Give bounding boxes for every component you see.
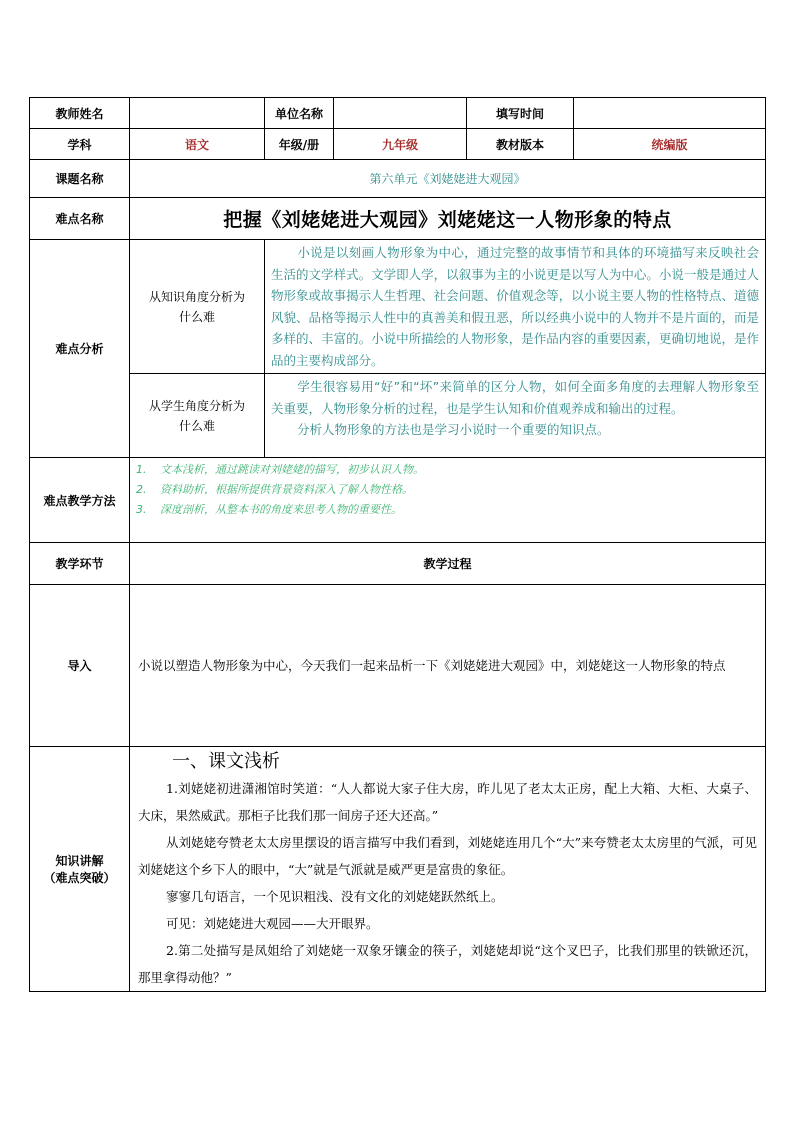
intro-row — [30, 585, 766, 747]
knowledge-row — [30, 747, 766, 992]
method-text: 深度剖析，从整本书的角度来思考人物的重要性。 — [160, 503, 402, 516]
section-title: 一、课文浅析 — [172, 751, 280, 772]
student-analysis-text-2: 分析人物形象的方法也是学习小说时一个重要的知识点。 — [297, 422, 610, 437]
method-text: 资料助析，根据所提供背景资料深入了解人物性格。 — [160, 483, 413, 496]
method-number: 3. — [136, 503, 147, 516]
unit-name-value — [334, 98, 467, 129]
knowledge-paragraph-2: 从刘姥姥夸赞老太太房里摆设的语言描写中我们看到，刘姥姥连用几个“大”来夸赞老太太房里的气派，可见刘姥姥这个乡下人的眼中，“大”就是气派就是威严更是富贵的象征。 — [138, 835, 757, 877]
process-label: 教学过程 — [130, 543, 766, 585]
topic-label: 课题名称 — [30, 160, 130, 198]
student-angle-label — [130, 374, 265, 458]
method-item — [136, 460, 759, 480]
analysis-student-row — [30, 374, 766, 458]
knowledge-analysis-text: 小说是以刻画人物形象为中心，通过完整的故事情节和具体的环境描写来反映社会生活的文学样式。文学即人学，以叙事为主的小说更是以写人为中心。小说一般是通过人物形象或故事揭示人生哲理、社会问题、价值观念等，以小说主要人物的性格特点、道德风貌、品格等揭示人性中的真善美和假丑恶，所以经典小说中的人物并不是片面的，而是多样的、丰富的。小说中所描绘的人物形象，是作品内容的重要因素，更确切地说，是作品的主要构成部分。 — [271, 245, 759, 368]
knowledge-label-line2: （难点突破） — [43, 871, 116, 885]
methods-list — [130, 458, 765, 522]
teacher-name-value — [130, 98, 265, 129]
knowledge-label-line1: 知识讲解 — [55, 854, 104, 868]
knowledge-label — [30, 747, 130, 992]
topic-value: 第六单元《刘姥姥进大观园》 — [130, 160, 766, 198]
intro-label: 导入 — [30, 585, 130, 747]
knowledge-angle-label — [130, 240, 265, 374]
knowledge-paragraph-5: 2.第二处描写是凤姐给了刘姥姥一双象牙镶金的筷子，刘姥姥却说“这个叉巴子，比我们那里的铁锨还沉，那里拿得动他？” — [138, 943, 757, 985]
subject-label: 学科 — [30, 129, 130, 160]
analysis-knowledge-row — [30, 240, 766, 374]
student-analysis-paragraph-1 — [265, 374, 765, 419]
methods-cell — [130, 458, 766, 543]
knowledge-paragraph-1: 1.刘姥姥初进潇湘馆时笑道：“人人都说大家子住大房，昨儿见了老太太正房，配上大箱、大柜、大桌子、大床，果然威武。那柜子比我们那一间房子还大还高。” — [138, 781, 757, 823]
method-item — [136, 500, 759, 520]
teacher-name-label: 教师姓名 — [30, 98, 130, 129]
method-item — [136, 480, 759, 500]
info-row-2 — [30, 129, 766, 160]
lesson-plan-table — [29, 97, 766, 992]
fill-time-label: 填写时间 — [467, 98, 574, 129]
subject-value: 语文 — [130, 129, 265, 160]
edition-label: 教材版本 — [467, 129, 574, 160]
knowledge-paragraph-3: 寥寥几句语言，一个见识粗浅、没有文化的刘姥姥跃然纸上。 — [166, 889, 504, 904]
student-angle-text: 从学生角度分析为什么难 — [148, 398, 245, 433]
method-number: 1. — [136, 463, 147, 476]
methods-label: 难点教学方法 — [30, 458, 130, 543]
methods-row — [30, 458, 766, 543]
topic-row — [30, 160, 766, 198]
grade-label: 年级/册 — [265, 129, 334, 160]
unit-name-label: 单位名称 — [265, 98, 334, 129]
knowledge-analysis-paragraph — [265, 240, 765, 373]
difficulty-label: 难点名称 — [30, 198, 130, 240]
info-row-1 — [30, 98, 766, 129]
knowledge-analysis-cell — [265, 240, 766, 374]
intro-text: 小说以塑造人物形象为中心，今天我们一起来品析一下《刘姥姥进大观园》中，刘姥姥这一人物形象的特点 — [138, 657, 726, 673]
student-analysis-paragraph-2 — [265, 419, 765, 443]
grade-value: 九年级 — [334, 129, 467, 160]
difficulty-title: 把握《刘姥姥进大观园》刘姥姥这一人物形象的特点 — [130, 198, 766, 240]
process-stage-label: 教学环节 — [30, 543, 130, 585]
method-text: 文本浅析，通过跳读对刘姥姥的描写，初步认识人物。 — [160, 463, 424, 476]
knowledge-angle-text: 从知识角度分析为什么难 — [148, 289, 245, 324]
analysis-label: 难点分析 — [30, 240, 130, 458]
process-header-row — [30, 543, 766, 585]
method-number: 2. — [136, 483, 147, 496]
fill-time-value — [574, 98, 766, 129]
intro-cell — [130, 585, 766, 747]
student-analysis-text-1: 学生很容易用“好”和“坏”来简单的区分人物，如何全面多角度的去理解人物形象至关重要，人物形象分析的过程，也是学生认知和价值观养成和输出的过程。 — [271, 379, 759, 416]
edition-value: 统编版 — [574, 129, 766, 160]
knowledge-cell — [130, 747, 766, 992]
difficulty-row — [30, 198, 766, 240]
knowledge-paragraph-4: 可见：刘姥姥进大观园——大开眼界。 — [166, 916, 379, 931]
student-analysis-cell — [265, 374, 766, 458]
